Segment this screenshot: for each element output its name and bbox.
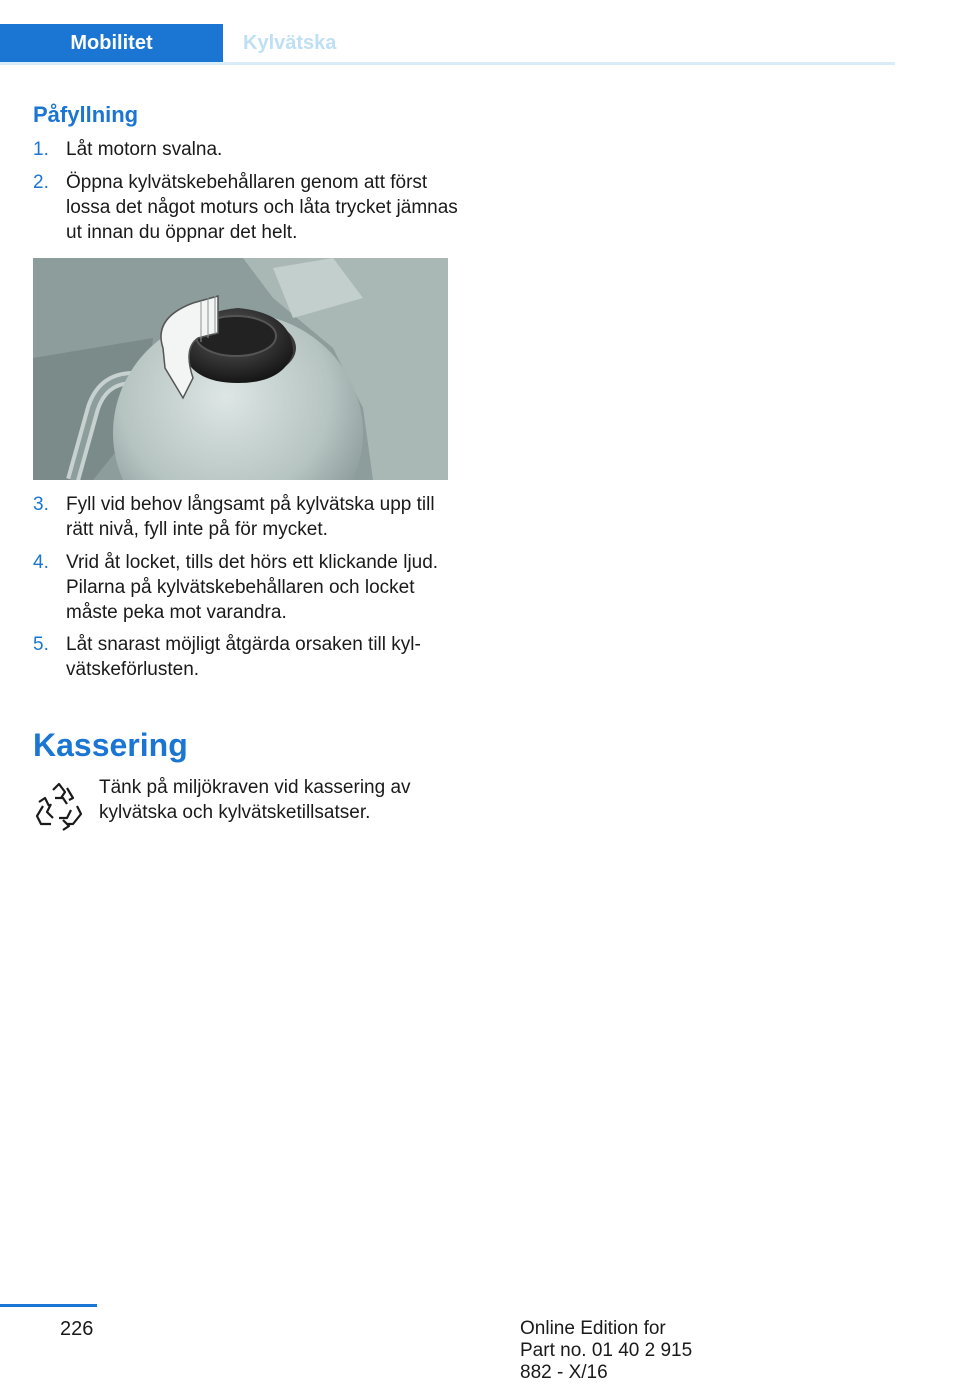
step-number: 5.: [33, 634, 49, 655]
section-title-refilling: Påfyllning: [33, 102, 139, 127]
step-text: Öppna kylvätskebehållaren genom att först lossa det något moturs och låta trycket jämnas ut innan du öppnar det helt.: [66, 172, 458, 243]
recycle-icon: [33, 780, 85, 832]
step-text: Fyll vid behov långsamt på kylvätska upp till rätt nivå, fyll inte på för mycket.: [66, 494, 435, 540]
tab-mobilitet[interactable]: Mobilitet: [0, 24, 223, 62]
disposal-text: Tänk på miljökraven vid kassering av kylvätska och kylvätsketillsatser.: [99, 777, 411, 823]
list-item: [33, 632, 458, 682]
list-item: [33, 170, 458, 245]
step-text: Vrid åt locket, tills det hörs ett klickande ljud. Pilarna på kylvätskebehållaren och locket måste peka mot varandra.: [66, 552, 439, 623]
list-item: [33, 492, 458, 542]
tab-kylvatska[interactable]: Kylvätska: [243, 32, 337, 54]
footer-divider: [0, 1304, 97, 1307]
page-header: [0, 24, 895, 65]
step-number: 4.: [33, 552, 49, 573]
section-title-disposal: Kassering: [33, 727, 188, 763]
page-number: 226: [60, 1318, 94, 1340]
step-number: 1.: [33, 139, 49, 160]
list-item: [33, 137, 458, 162]
edition-info: Online Edition for Part no. 01 40 2 915 882 - X/16: [520, 1318, 693, 1383]
step-text: Låt motorn svalna.: [66, 139, 223, 160]
step-number: 3.: [33, 494, 49, 515]
coolant-reservoir-illustration: [33, 258, 448, 480]
step-number: 2.: [33, 172, 49, 193]
step-text: Låt snarast möjligt åtgärda orsaken till kyl-vätskeförlusten.: [66, 634, 421, 680]
list-item: [33, 550, 458, 625]
coolant-reservoir-image: [33, 258, 448, 480]
